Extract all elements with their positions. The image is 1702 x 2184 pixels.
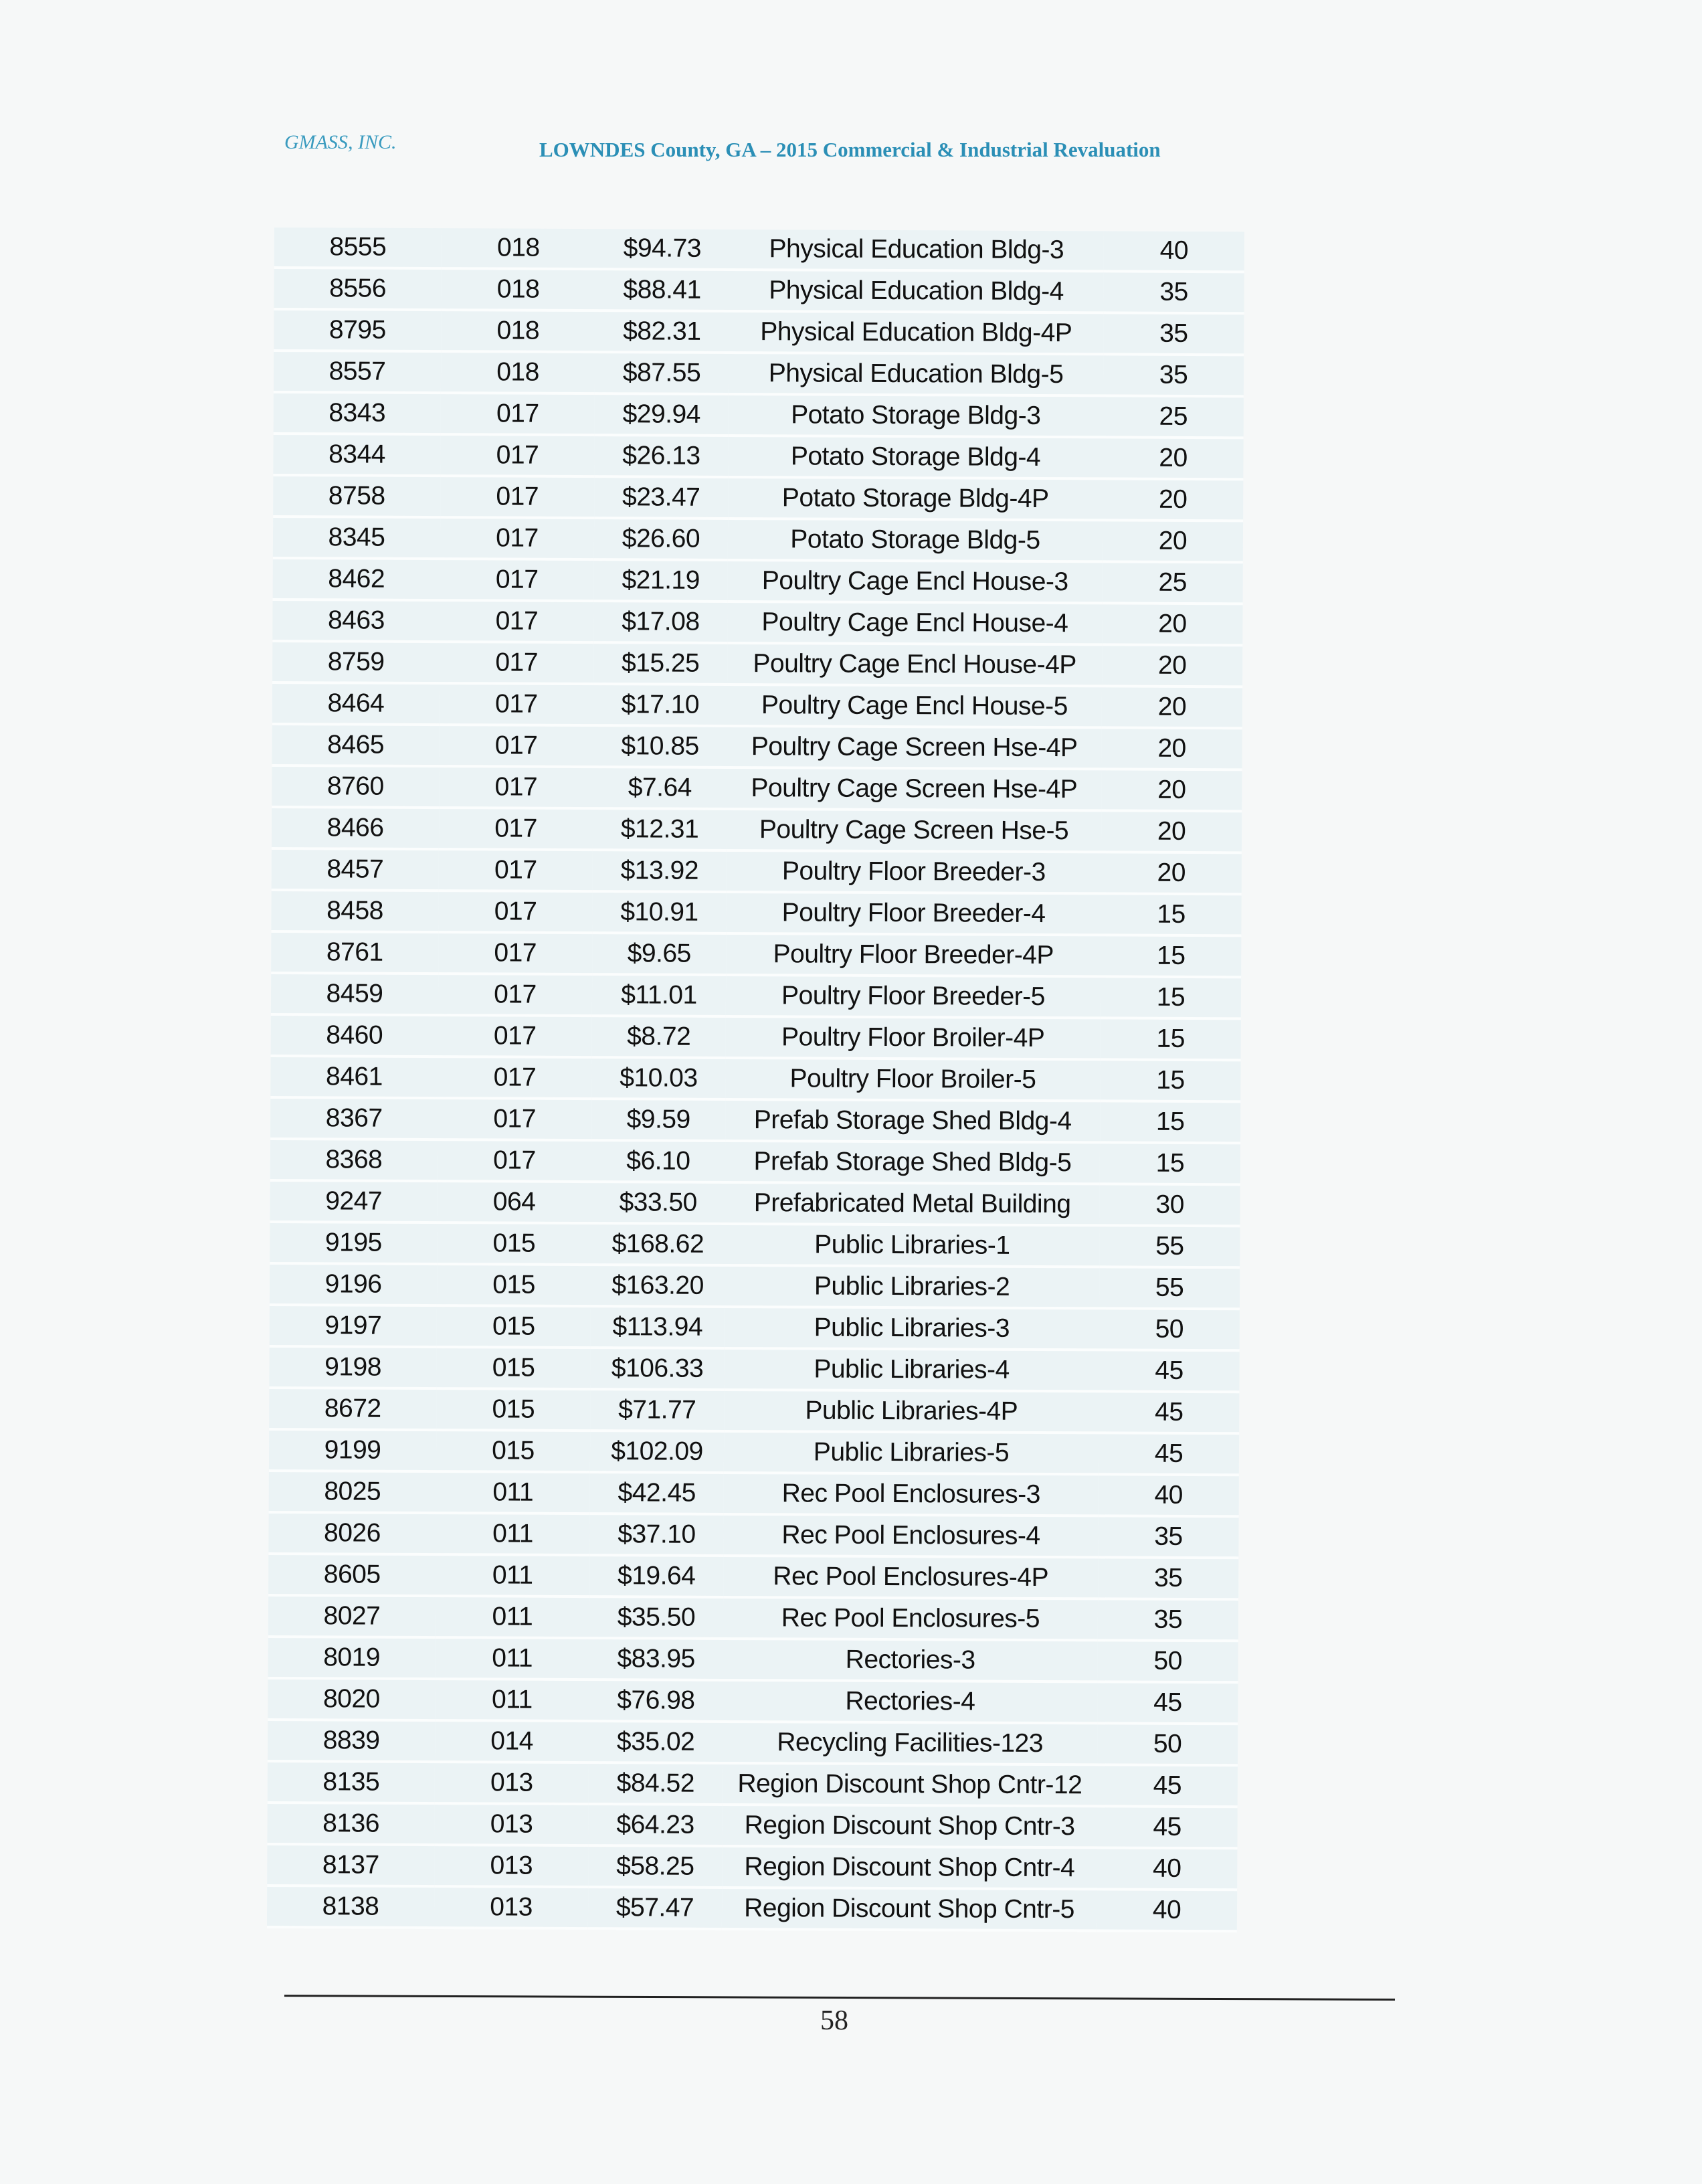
occupancy-code-cell: 8758 [273, 475, 440, 517]
description-cell: Rectories-3 [723, 1639, 1098, 1681]
occupancy-code-cell: 8462 [273, 558, 440, 600]
occupancy-code-cell: 8466 [272, 807, 439, 849]
life-years-cell: 35 [1103, 354, 1244, 396]
class-code-cell: 017 [438, 1015, 592, 1057]
description-cell: Rec Pool Enclosures-3 [724, 1473, 1099, 1516]
occupancy-code-cell: 8137 [267, 1844, 434, 1886]
class-code-cell: 015 [436, 1347, 590, 1389]
description-cell: Potato Storage Bldg-4 [728, 436, 1103, 478]
table-row [268, 1512, 1238, 1558]
class-code-cell: 015 [437, 1222, 591, 1265]
table-row [274, 227, 1244, 272]
occupancy-code-cell: 8605 [268, 1554, 436, 1596]
description-cell: Region Discount Shop Cntr-12 [723, 1763, 1097, 1806]
table-row [267, 1803, 1237, 1848]
life-years-cell: 50 [1097, 1723, 1238, 1765]
occupancy-code-cell: 8761 [271, 931, 438, 974]
life-years-cell: 35 [1103, 271, 1244, 313]
class-code-cell: 014 [435, 1720, 589, 1762]
cost-table-body [267, 227, 1244, 1931]
table-row [271, 931, 1241, 977]
class-code-cell: 015 [436, 1388, 590, 1431]
occupancy-code-cell: 9197 [270, 1305, 437, 1347]
description-cell: Public Libraries-5 [724, 1431, 1099, 1474]
description-cell: Poultry Floor Broiler-5 [725, 1058, 1100, 1101]
class-code-cell: 018 [441, 351, 595, 393]
unit-cost-cell: $106.33 [590, 1348, 724, 1390]
life-years-cell: 20 [1101, 810, 1242, 852]
table-row [268, 1637, 1238, 1682]
occupancy-code-cell: 8760 [272, 765, 439, 808]
life-years-cell: 15 [1101, 976, 1241, 1018]
occupancy-code-cell: 9247 [270, 1180, 438, 1222]
footer-divider [284, 1995, 1395, 2001]
unit-cost-cell: $84.52 [589, 1762, 723, 1805]
occupancy-code-cell: 8464 [272, 682, 440, 725]
life-years-cell: 20 [1102, 644, 1242, 687]
occupancy-code-cell: 8795 [274, 309, 441, 351]
life-years-cell: 30 [1100, 1184, 1240, 1226]
description-cell: Prefab Storage Shed Bldg-5 [725, 1141, 1100, 1184]
life-years-cell: 45 [1097, 1681, 1238, 1724]
unit-cost-cell: $17.10 [593, 684, 727, 726]
table-row [270, 1139, 1240, 1184]
class-code-cell: 011 [436, 1513, 589, 1555]
class-code-cell: 011 [436, 1637, 589, 1679]
unit-cost-cell: $42.45 [590, 1472, 724, 1514]
unit-cost-cell: $9.65 [592, 933, 726, 975]
class-code-cell: 017 [439, 849, 593, 891]
class-code-cell: 015 [436, 1430, 590, 1472]
class-code-cell: 011 [436, 1471, 590, 1514]
table-row [270, 1263, 1240, 1309]
description-cell: Region Discount Shop Cntr-5 [722, 1888, 1097, 1930]
life-years-cell: 45 [1099, 1391, 1239, 1433]
description-cell: Region Discount Shop Cntr-4 [722, 1846, 1097, 1889]
class-code-cell: 017 [438, 932, 592, 974]
life-years-cell: 20 [1102, 686, 1242, 728]
table-row [268, 1720, 1238, 1765]
life-years-cell: 20 [1101, 769, 1242, 811]
table-row [272, 724, 1242, 769]
unit-cost-cell: $57.47 [588, 1887, 722, 1929]
table-row [270, 1180, 1240, 1226]
class-code-cell: 011 [436, 1596, 589, 1638]
page-number: 58 [820, 2005, 848, 2036]
class-code-cell: 013 [434, 1803, 588, 1845]
life-years-cell: 20 [1102, 603, 1242, 645]
class-code-cell: 064 [438, 1181, 591, 1223]
unit-cost-cell: $10.03 [591, 1057, 725, 1099]
life-years-cell: 40 [1097, 1889, 1237, 1931]
unit-cost-cell: $17.08 [593, 601, 727, 643]
life-years-cell: 45 [1099, 1350, 1239, 1392]
unit-cost-cell: $71.77 [590, 1389, 724, 1431]
description-cell: Poultry Cage Encl House-5 [727, 685, 1102, 727]
life-years-cell: 40 [1099, 1474, 1239, 1516]
unit-cost-cell: $7.64 [593, 767, 727, 809]
class-code-cell: 017 [440, 559, 594, 601]
occupancy-code-cell: 9198 [269, 1346, 436, 1388]
document-title: LOWNDES County, GA – 2015 Commercial & Industrial Revaluation [539, 138, 1161, 161]
unit-cost-cell: $6.10 [591, 1140, 725, 1182]
unit-cost-cell: $87.55 [595, 352, 729, 394]
occupancy-code-cell: 8461 [270, 1056, 438, 1098]
class-code-cell: 017 [439, 808, 593, 850]
description-cell: Recycling Facilities-123 [723, 1722, 1097, 1764]
occupancy-code-cell: 8020 [268, 1678, 435, 1720]
description-cell: Poultry Cage Encl House-4P [727, 643, 1102, 686]
occupancy-code-cell: 8672 [269, 1388, 436, 1430]
unit-cost-cell: $35.02 [589, 1721, 723, 1763]
description-cell: Poultry Cage Encl House-3 [728, 560, 1103, 603]
life-years-cell: 15 [1100, 1142, 1240, 1184]
occupancy-code-cell: 8557 [274, 351, 441, 393]
table-row [273, 558, 1243, 604]
unit-cost-cell: $10.91 [592, 891, 726, 933]
unit-cost-cell: $29.94 [595, 393, 729, 436]
description-cell: Poultry Floor Broiler-4P [726, 1016, 1101, 1059]
class-code-cell: 011 [435, 1679, 589, 1721]
unit-cost-cell: $12.31 [593, 808, 727, 850]
table-row [272, 765, 1242, 811]
table-row [274, 392, 1244, 438]
class-code-cell: 017 [438, 1098, 591, 1140]
description-cell: Public Libraries-3 [725, 1307, 1099, 1350]
occupancy-code-cell: 8458 [271, 890, 438, 932]
table-row [272, 807, 1242, 852]
occupancy-code-cell: 8345 [273, 517, 440, 559]
class-code-cell: 013 [435, 1762, 589, 1804]
table-row [268, 1595, 1238, 1641]
unit-cost-cell: $168.62 [591, 1223, 725, 1265]
description-cell: Potato Storage Bldg-5 [728, 519, 1103, 561]
occupancy-code-cell: 8138 [267, 1886, 434, 1928]
life-years-cell: 15 [1101, 935, 1241, 977]
description-cell: Prefab Storage Shed Bldg-4 [725, 1099, 1100, 1142]
description-cell: Public Libraries-2 [725, 1265, 1099, 1308]
unit-cost-cell: $113.94 [591, 1306, 725, 1348]
class-code-cell: 017 [440, 683, 593, 725]
life-years-cell: 25 [1103, 395, 1244, 438]
class-code-cell: 017 [439, 766, 593, 808]
class-code-cell: 011 [436, 1554, 589, 1597]
life-years-cell: 45 [1097, 1764, 1238, 1807]
description-cell: Poultry Cage Screen Hse-4P [727, 726, 1101, 769]
description-cell: Public Libraries-4 [724, 1348, 1099, 1391]
occupancy-code-cell: 8026 [268, 1512, 436, 1554]
description-cell: Poultry Floor Breeder-4 [726, 892, 1101, 935]
class-code-cell: 017 [440, 642, 593, 684]
unit-cost-cell: $58.25 [588, 1845, 722, 1888]
occupancy-code-cell: 9195 [270, 1222, 437, 1264]
company-name: GMASS, INC. [284, 131, 397, 153]
table-row [272, 848, 1242, 894]
life-years-cell: 20 [1103, 520, 1243, 562]
occupancy-code-cell: 8457 [272, 848, 439, 891]
class-code-cell: 013 [434, 1886, 588, 1928]
life-years-cell: 35 [1098, 1557, 1238, 1599]
description-cell: Physical Education Bldg-4P [729, 311, 1103, 354]
table-row [274, 309, 1244, 355]
life-years-cell: 45 [1099, 1433, 1239, 1475]
table-row [270, 1056, 1240, 1101]
unit-cost-cell: $82.31 [595, 310, 729, 353]
unit-cost-cell: $163.20 [591, 1265, 725, 1307]
class-code-cell: 013 [434, 1845, 588, 1887]
description-cell: Region Discount Shop Cntr-3 [722, 1805, 1097, 1847]
occupancy-code-cell: 8367 [270, 1097, 438, 1140]
class-code-cell: 017 [439, 725, 593, 767]
occupancy-code-cell: 8759 [272, 641, 440, 683]
unit-cost-cell: $13.92 [593, 850, 727, 892]
description-cell: Rectories-4 [723, 1680, 1097, 1723]
table-row [269, 1471, 1239, 1516]
unit-cost-cell: $26.60 [594, 518, 728, 560]
occupancy-code-cell: 8463 [272, 600, 440, 642]
description-cell: Physical Education Bldg-3 [729, 230, 1104, 271]
class-code-cell: 015 [437, 1305, 591, 1348]
unit-cost-cell: $19.64 [589, 1555, 723, 1597]
occupancy-code-cell: 8556 [274, 268, 441, 310]
unit-cost-cell: $102.09 [590, 1431, 724, 1473]
occupancy-code-cell: 8465 [272, 724, 439, 766]
table-row [273, 475, 1243, 521]
unit-cost-cell: $23.47 [594, 476, 728, 519]
life-years-cell: 20 [1101, 727, 1242, 769]
table-row [271, 1014, 1241, 1060]
unit-cost-cell: $21.19 [594, 559, 728, 602]
life-years-cell: 40 [1097, 1847, 1237, 1890]
table-row [272, 600, 1242, 645]
cost-table [267, 227, 1244, 1932]
description-cell: Rec Pool Enclosures-4 [723, 1514, 1098, 1557]
description-cell: Physical Education Bldg-4 [729, 270, 1103, 312]
description-cell: Potato Storage Bldg-4P [728, 477, 1103, 520]
occupancy-code-cell: 8555 [274, 227, 442, 268]
class-code-cell: 017 [438, 1140, 591, 1182]
table-row [274, 268, 1244, 313]
unit-cost-cell: $33.50 [591, 1182, 725, 1224]
occupancy-code-cell: 9196 [270, 1263, 437, 1305]
table-row [270, 1222, 1240, 1267]
life-years-cell: 35 [1098, 1599, 1238, 1641]
table-row [269, 1429, 1239, 1475]
life-years-cell: 40 [1104, 231, 1244, 272]
description-cell: Prefabricated Metal Building [725, 1182, 1100, 1225]
description-cell: Potato Storage Bldg-3 [729, 394, 1103, 437]
table-row [274, 351, 1244, 396]
table-row [269, 1346, 1239, 1392]
unit-cost-cell: $11.01 [592, 974, 726, 1016]
life-years-cell: 35 [1098, 1516, 1238, 1558]
class-code-cell: 017 [440, 517, 594, 559]
description-cell: Public Libraries-4P [724, 1390, 1099, 1433]
life-years-cell: 20 [1103, 437, 1243, 479]
occupancy-code-cell: 8135 [268, 1761, 435, 1803]
description-cell: Poultry Cage Screen Hse-4P [727, 767, 1101, 810]
table-row [271, 890, 1241, 935]
occupancy-code-cell: 8460 [271, 1014, 438, 1057]
description-cell: Poultry Floor Breeder-3 [727, 850, 1101, 893]
class-code-cell: 017 [440, 434, 594, 476]
occupancy-code-cell: 8136 [267, 1803, 434, 1845]
unit-cost-cell: $94.73 [595, 229, 729, 270]
occupancy-code-cell: 8368 [270, 1139, 438, 1181]
occupancy-code-cell: 8027 [268, 1595, 436, 1637]
class-code-cell: 017 [438, 891, 592, 933]
unit-cost-cell: $26.13 [594, 435, 728, 477]
class-code-cell: 018 [442, 228, 595, 269]
unit-cost-cell: $10.85 [593, 725, 727, 767]
description-cell: Poultry Floor Breeder-5 [726, 975, 1101, 1018]
unit-cost-cell: $35.50 [589, 1597, 723, 1639]
occupancy-code-cell: 8839 [268, 1720, 435, 1762]
unit-cost-cell: $15.25 [593, 642, 727, 685]
table-row [272, 641, 1242, 687]
unit-cost-cell: $37.10 [589, 1514, 723, 1556]
description-cell: Poultry Cage Screen Hse-5 [727, 809, 1101, 852]
table-row [268, 1678, 1238, 1724]
occupancy-code-cell: 8344 [273, 434, 440, 476]
class-code-cell: 017 [441, 393, 595, 435]
life-years-cell: 20 [1103, 478, 1243, 521]
life-years-cell: 50 [1098, 1640, 1238, 1682]
class-code-cell: 015 [437, 1264, 591, 1306]
table-row [267, 1886, 1237, 1931]
life-years-cell: 35 [1103, 312, 1244, 355]
table-row [267, 1844, 1237, 1890]
class-code-cell: 017 [440, 476, 594, 518]
occupancy-code-cell: 9199 [269, 1429, 436, 1471]
unit-cost-cell: $83.95 [589, 1638, 723, 1680]
life-years-cell: 55 [1099, 1225, 1240, 1267]
description-cell: Public Libraries-1 [725, 1224, 1099, 1267]
life-years-cell: 15 [1100, 1101, 1240, 1143]
unit-cost-cell: $64.23 [588, 1804, 722, 1846]
class-code-cell: 018 [441, 310, 595, 352]
description-cell: Poultry Cage Encl House-4 [727, 602, 1102, 644]
life-years-cell: 20 [1101, 852, 1242, 894]
unit-cost-cell: $88.41 [595, 269, 729, 311]
description-cell: Rec Pool Enclosures-4P [723, 1556, 1098, 1599]
table-row [270, 1305, 1240, 1350]
occupancy-code-cell: 8025 [269, 1471, 436, 1513]
description-cell: Physical Education Bldg-5 [729, 353, 1103, 395]
table-row [271, 973, 1241, 1018]
class-code-cell: 017 [440, 600, 593, 642]
class-code-cell: 018 [441, 268, 595, 310]
life-years-cell: 45 [1097, 1806, 1237, 1848]
class-code-cell: 017 [438, 1057, 591, 1099]
table-row [268, 1554, 1238, 1599]
table-row [272, 682, 1242, 728]
life-years-cell: 25 [1103, 561, 1243, 604]
unit-cost-cell: $76.98 [589, 1679, 723, 1722]
life-years-cell: 15 [1101, 1018, 1241, 1060]
description-cell: Poultry Floor Breeder-4P [726, 933, 1101, 976]
unit-cost-cell: $8.72 [592, 1016, 726, 1058]
occupancy-code-cell: 8019 [268, 1637, 436, 1679]
class-code-cell: 017 [438, 974, 592, 1016]
unit-cost-cell: $9.59 [591, 1099, 725, 1141]
occupancy-code-cell: 8343 [274, 392, 441, 434]
life-years-cell: 50 [1099, 1308, 1240, 1350]
table-row [269, 1388, 1239, 1433]
life-years-cell: 15 [1100, 1059, 1240, 1101]
table-row [273, 434, 1243, 479]
table-row [270, 1097, 1240, 1143]
description-cell: Rec Pool Enclosures-5 [723, 1597, 1098, 1640]
table-row [268, 1761, 1238, 1807]
table-row [273, 517, 1243, 562]
life-years-cell: 15 [1101, 893, 1241, 935]
life-years-cell: 55 [1099, 1267, 1240, 1309]
occupancy-code-cell: 8459 [271, 973, 438, 1015]
